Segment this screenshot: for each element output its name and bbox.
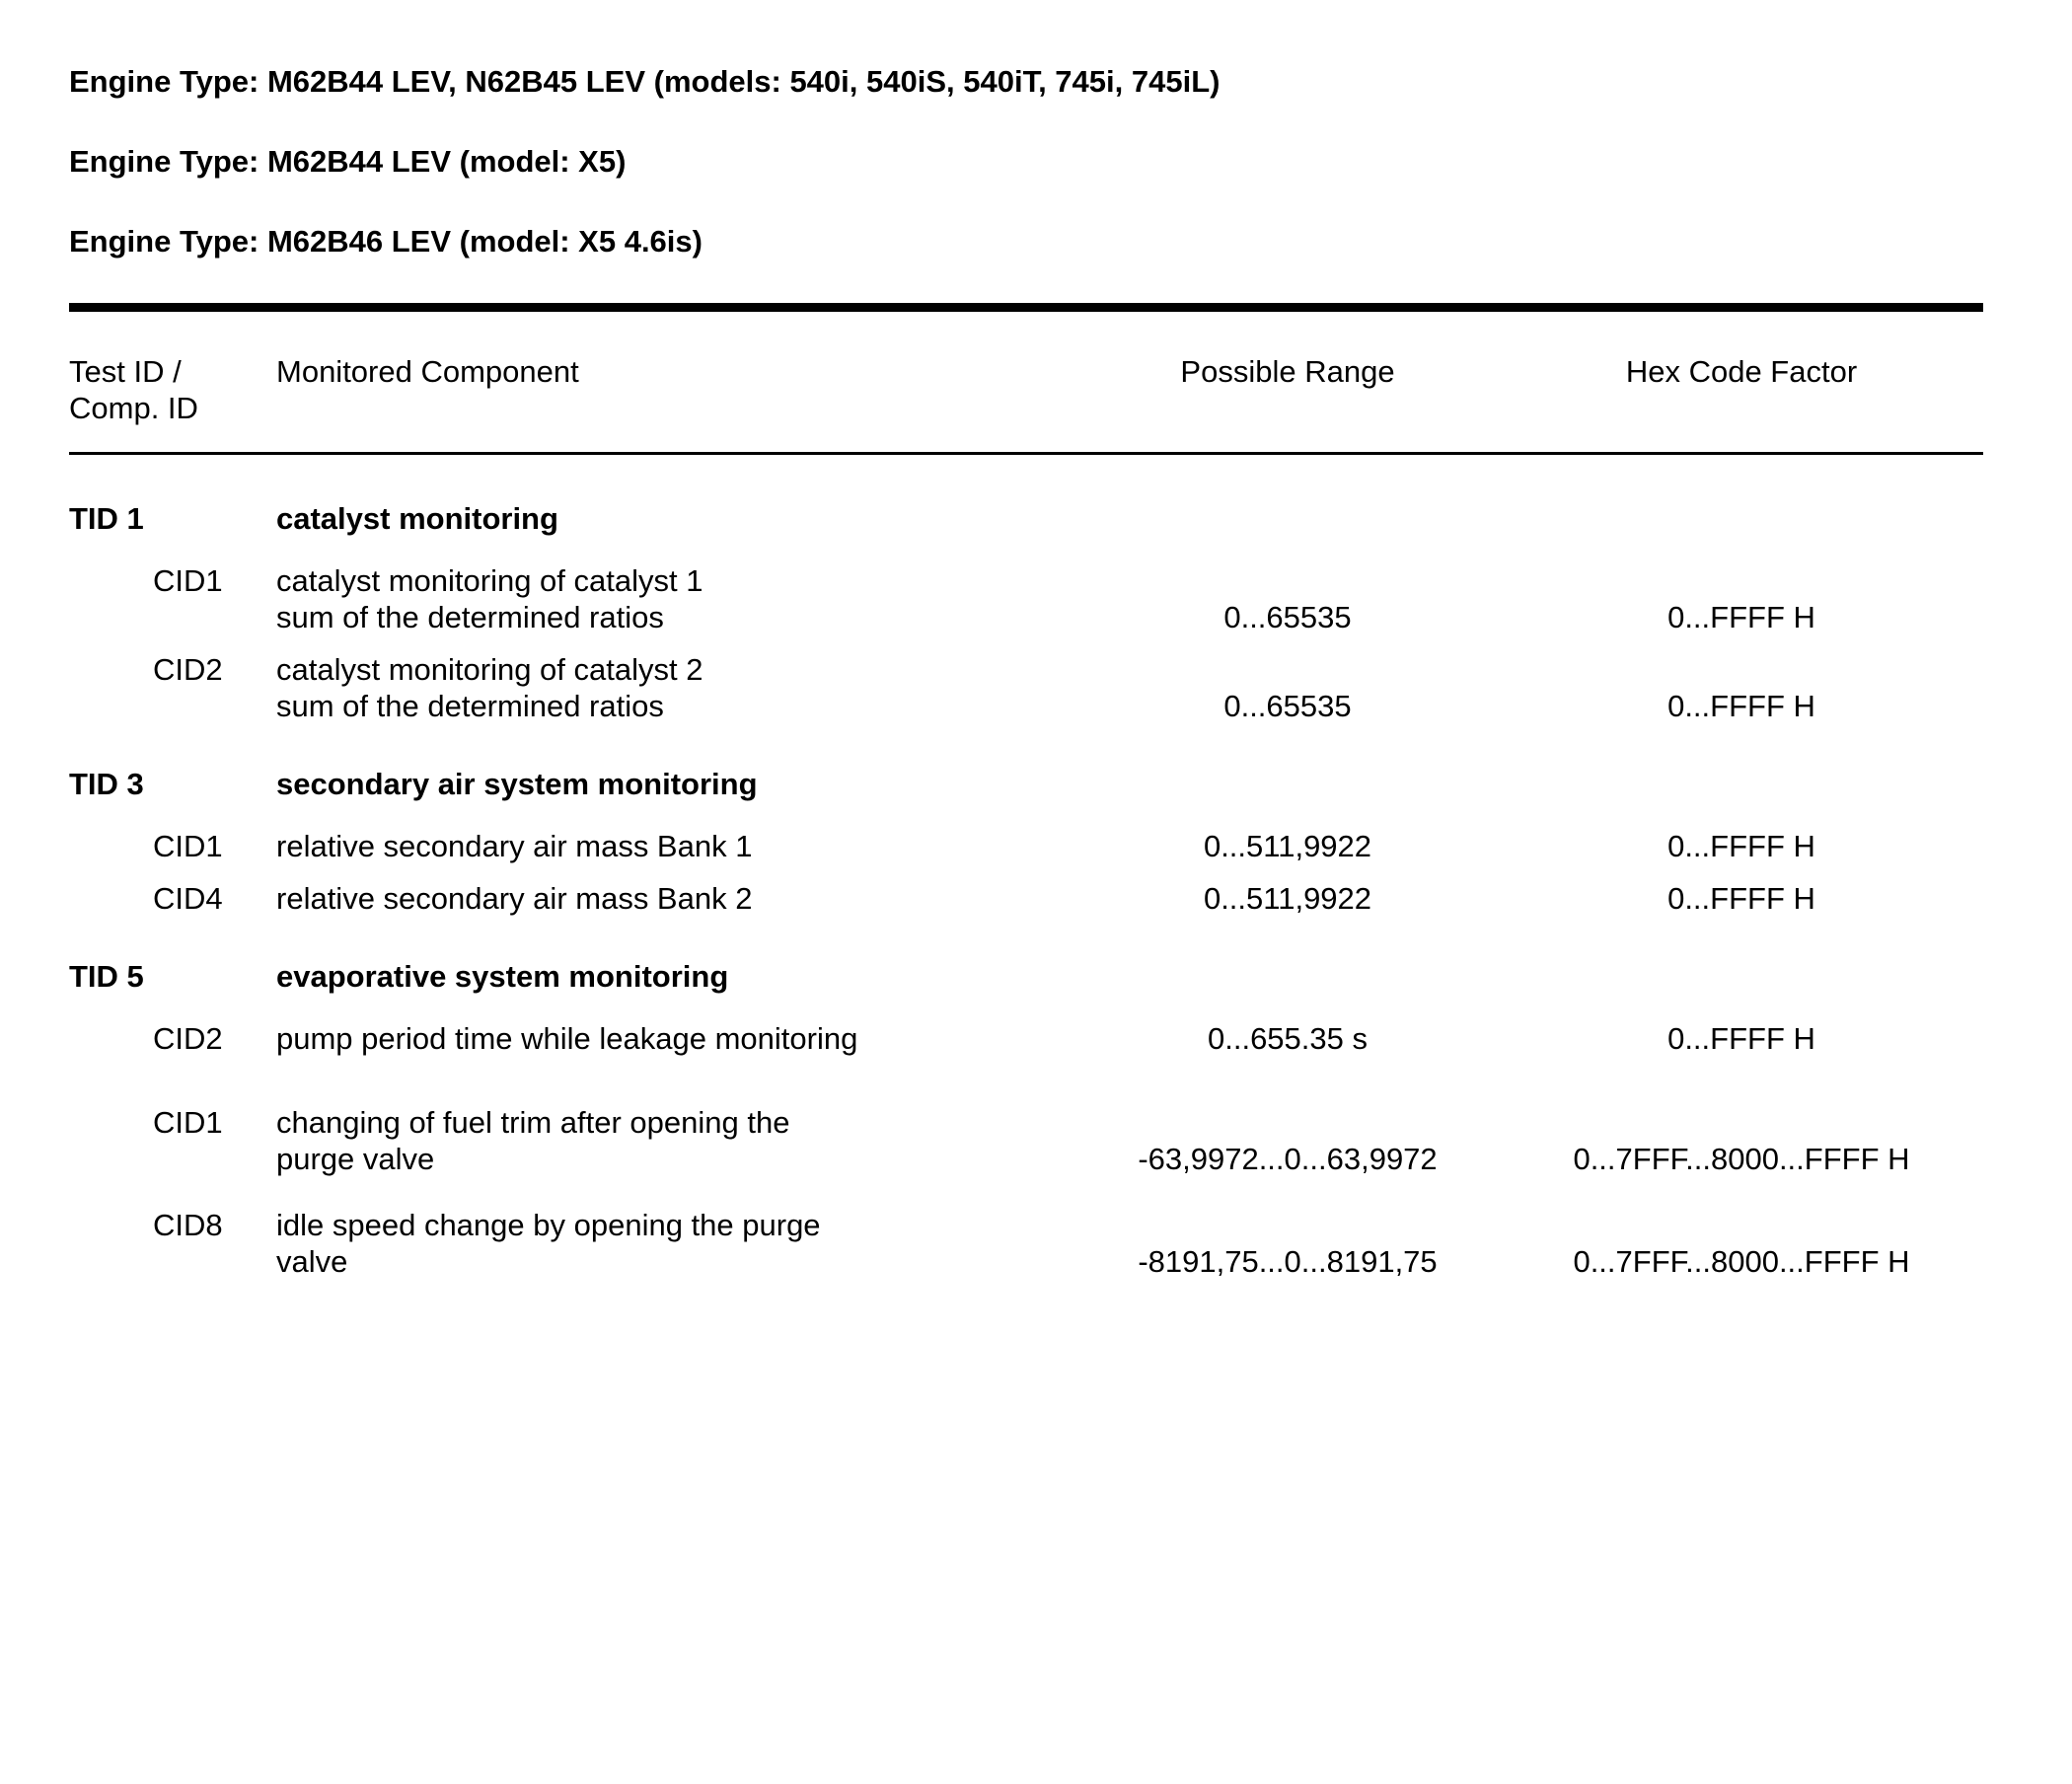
cid-label: CID1 xyxy=(153,829,223,863)
tid-title: secondary air system monitoring xyxy=(276,767,758,801)
tid-label: TID 3 xyxy=(69,767,144,801)
hex-cell: 0...FFFF H xyxy=(1667,1021,1815,1056)
column-header-component: Monitored Component xyxy=(276,354,579,389)
component-line: catalyst monitoring of catalyst 2 xyxy=(276,652,703,687)
component-cell xyxy=(276,651,1075,724)
hex-cell: 0...FFFF H xyxy=(1667,600,1815,634)
table-row xyxy=(69,880,1983,917)
column-header-id-line2: Comp. ID xyxy=(69,391,198,425)
component-cell xyxy=(276,562,1075,635)
engine-type-heading-3: Engine Type: M62B46 LEV (model: X5 4.6is) xyxy=(69,224,703,259)
hex-cell: 0...7FFF...8000...FFFF H xyxy=(1573,1244,1910,1279)
component-line: relative secondary air mass Bank 1 xyxy=(276,829,753,863)
component-line: purge valve xyxy=(276,1142,435,1176)
hex-cell: 0...FFFF H xyxy=(1667,829,1815,863)
component-line: relative secondary air mass Bank 2 xyxy=(276,881,753,916)
table-row xyxy=(69,1020,1983,1057)
component-line: sum of the determined ratios xyxy=(276,689,664,723)
range-cell: 0...511,9922 xyxy=(1203,829,1372,863)
hex-cell: 0...FFFF H xyxy=(1667,689,1815,723)
table-row xyxy=(69,651,1983,724)
document-page xyxy=(69,63,1983,1280)
tid-group-header xyxy=(69,766,1983,802)
component-line: valve xyxy=(276,1244,348,1279)
engine-type-heading-2: Engine Type: M62B44 LEV (model: X5) xyxy=(69,144,627,179)
tid-group-header xyxy=(69,958,1983,995)
cid-label: CID4 xyxy=(153,881,223,916)
component-line: idle speed change by opening the purge xyxy=(276,1208,821,1242)
component-line: sum of the determined ratios xyxy=(276,600,664,634)
hex-cell: 0...FFFF H xyxy=(1667,881,1815,916)
cid-label: CID2 xyxy=(153,1021,223,1056)
component-line: changing of fuel trim after opening the xyxy=(276,1105,790,1140)
column-header-id-line1: Test ID / xyxy=(69,354,182,389)
component-line: catalyst monitoring of catalyst 1 xyxy=(276,563,703,598)
table-header-row xyxy=(69,353,1983,426)
tid-label: TID 1 xyxy=(69,501,144,536)
component-cell xyxy=(276,828,1075,864)
cid-label: CID1 xyxy=(153,563,223,598)
range-cell: 0...511,9922 xyxy=(1203,881,1372,916)
range-cell: -63,9972...0...63,9972 xyxy=(1138,1142,1438,1176)
range-cell: 0...65535 xyxy=(1223,600,1352,634)
column-header-range: Possible Range xyxy=(1180,354,1395,389)
table-row xyxy=(69,562,1983,635)
divider-thin xyxy=(69,452,1983,455)
tid-title: evaporative system monitoring xyxy=(276,959,729,994)
cid-label: CID1 xyxy=(153,1105,223,1140)
hex-cell: 0...7FFF...8000...FFFF H xyxy=(1573,1142,1910,1176)
range-cell: 0...655.35 s xyxy=(1207,1021,1368,1056)
component-line: pump period time while leakage monitoring xyxy=(276,1021,858,1056)
component-cell xyxy=(276,1207,1075,1280)
component-cell xyxy=(276,880,1075,917)
component-cell xyxy=(276,1020,1075,1057)
table-row xyxy=(69,1104,1983,1177)
tid-title: catalyst monitoring xyxy=(276,501,558,536)
column-header-id xyxy=(69,353,276,426)
tid-group-header xyxy=(69,500,1983,537)
cid-label: CID8 xyxy=(153,1208,223,1242)
tid-label: TID 5 xyxy=(69,959,144,994)
range-cell: -8191,75...0...8191,75 xyxy=(1138,1244,1438,1279)
table-row xyxy=(69,1207,1983,1280)
divider-thick xyxy=(69,303,1983,312)
engine-type-heading-1: Engine Type: M62B44 LEV, N62B45 LEV (models: 540i, 540iS, 540iT, 745i, 745iL) xyxy=(69,64,1221,99)
table-row xyxy=(69,828,1983,864)
range-cell: 0...65535 xyxy=(1223,689,1352,723)
column-header-hex: Hex Code Factor xyxy=(1625,354,1858,389)
component-cell xyxy=(276,1104,1075,1177)
cid-label: CID2 xyxy=(153,652,223,687)
